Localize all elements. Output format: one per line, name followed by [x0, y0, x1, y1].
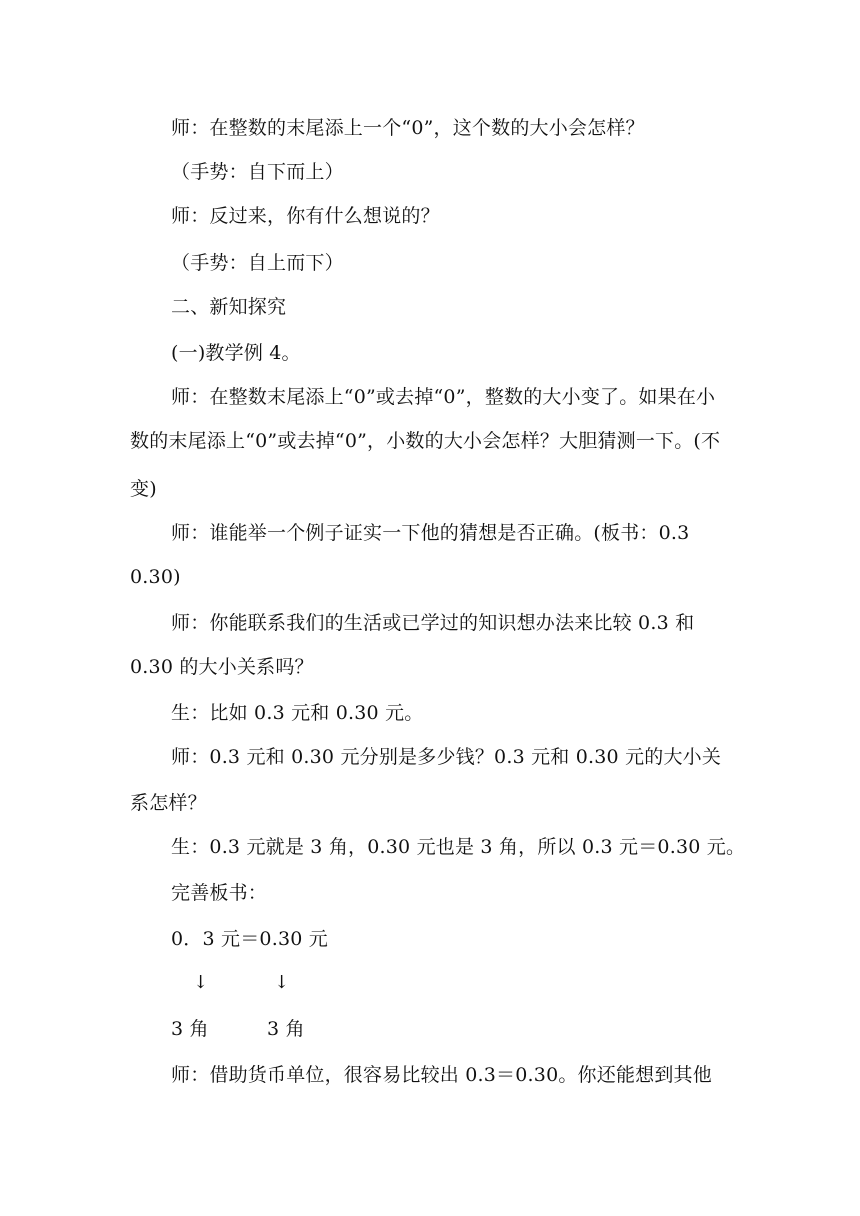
board-value-right: 3 角 — [267, 1018, 305, 1040]
paragraph-line: 系怎样？ — [130, 792, 207, 814]
paragraph-line: 师：在整数末尾添上“0”或去掉“0”，整数的大小变了。如果在小 — [171, 386, 716, 408]
paragraph-line: 变) — [130, 478, 157, 500]
paragraph-line: 师：你能联系我们的生活或已学过的知识想办法来比较 0.3 和 — [171, 612, 695, 634]
paragraph-line: 师：谁能举一个例子证实一下他的猜想是否正确。(板书：0.3 — [171, 522, 690, 544]
paragraph-line: 师：借助货币单位，很容易比较出 0.3＝0.30。你还能想到其他 — [171, 1064, 712, 1086]
paragraph-line: 完善板书： — [171, 882, 268, 904]
paragraph-line: （手势：自下而上） — [171, 161, 344, 183]
down-arrow-icon: ↓ — [193, 972, 209, 993]
board-value-left: 3 角 — [171, 1018, 209, 1040]
board-equation: 0．3 元＝0.30 元 — [171, 928, 328, 950]
paragraph-line: 师：在整数的末尾添上一个“0”，这个数的大小会怎样？ — [171, 117, 645, 139]
paragraph-line: 生：0.3 元就是 3 角，0.30 元也是 3 角，所以 0.3 元＝0.30 元。 — [171, 836, 746, 858]
down-arrow-icon: ↓ — [274, 972, 290, 993]
paragraph-line: 数的末尾添上“0”或去掉“0”，小数的大小会怎样？大胆猜测一下。(不 — [130, 430, 721, 452]
paragraph-line: 师：反过来，你有什么想说的？ — [171, 205, 440, 227]
paragraph-line: 0.30) — [130, 566, 181, 588]
subsection-heading: (一)教学例 4。 — [171, 342, 301, 364]
paragraph-line: 师：0.3 元和 0.30 元分别是多少钱？0.3 元和 0.30 元的大小关 — [171, 746, 722, 768]
paragraph-line: 生：比如 0.3 元和 0.30 元。 — [171, 702, 424, 724]
paragraph-line: 0.30 的大小关系吗？ — [130, 656, 314, 678]
section-heading: 二、新知探究 — [171, 296, 287, 318]
paragraph-line: （手势：自上而下） — [171, 252, 344, 274]
